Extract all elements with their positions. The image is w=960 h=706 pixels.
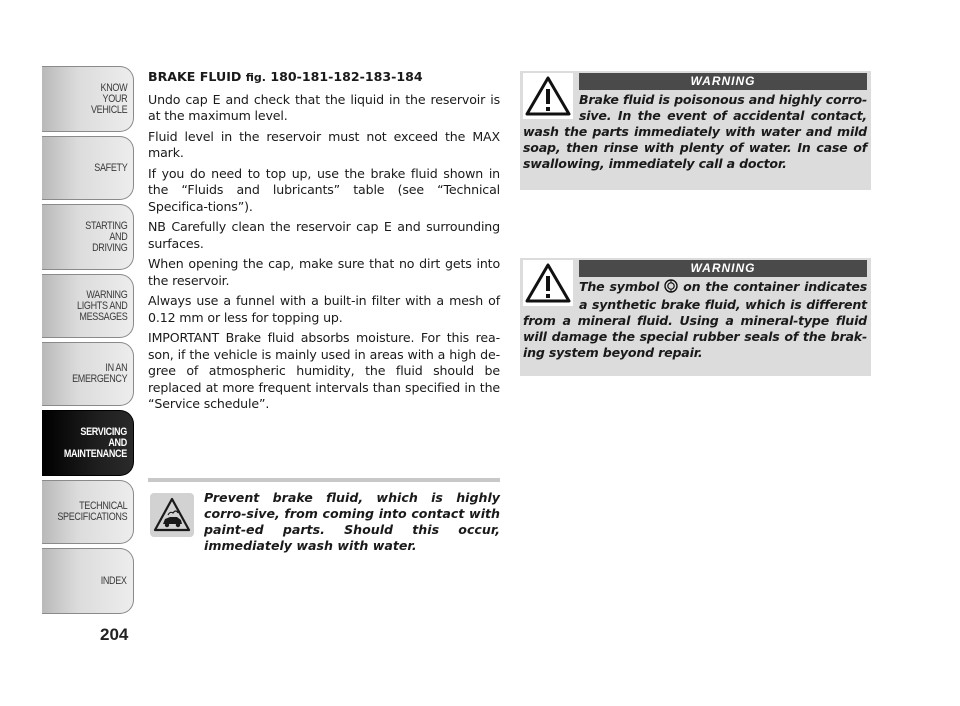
tab-servicing-and-maintenance[interactable] — [42, 410, 134, 476]
tab-technical-specifications[interactable] — [42, 480, 134, 544]
section-heading — [148, 69, 500, 87]
warning-text: Brake fluid is poisonous and highly corro-sive. In the event of accidental contact, wash the parts immediately with water and mild soap, then rinse with plenty of water. In case of swallowing, immediately call a doctor. — [523, 92, 867, 171]
note-text: Prevent brake fluid, which is highly corro-sive, from coming into contact with paint-ed parts. Should this occur, immediately wash with water. — [204, 490, 500, 553]
warning-box-synthetic-fluid — [520, 258, 871, 376]
paragraph: NB Carefully clean the reservoir cap E and surrounding surfaces. — [148, 219, 500, 251]
warning-title: WARNING — [579, 73, 867, 90]
tab-index[interactable] — [42, 548, 134, 614]
tab-warning-lights-and-messages[interactable] — [42, 274, 134, 338]
tab-label: IN AN EMERGENCY — [71, 362, 127, 385]
tab-label: STARTING AND DRIVING — [84, 219, 127, 254]
warning-title: WARNING — [579, 260, 867, 277]
paragraph: IMPORTANT Brake fluid absorbs moisture. For this rea-son, if the vehicle is mainly used in areas with a high de-gree of atmospheric humidity, the fluid should be replaced at more frequent intervals than specified in the “Service schedule”. — [148, 330, 500, 411]
tab-starting-and-driving[interactable] — [42, 204, 134, 270]
paragraph: Undo cap E and check that the liquid in the reservoir is at the maximum level. — [148, 91, 500, 123]
heading-fig-label: fig. — [245, 71, 266, 84]
warning-triangle-icon — [523, 73, 573, 119]
synthetic-fluid-symbol-icon — [664, 279, 678, 297]
paragraph: Always use a funnel with a built-in filter with a mesh of 0.12 mm or less for topping up. — [148, 293, 500, 325]
tab-label: TECHNICAL SPECIFICATIONS — [57, 500, 127, 523]
tab-label: KNOW YOUR VEHICLE — [90, 81, 127, 116]
tab-safety[interactable] — [42, 136, 134, 200]
paragraph: When opening the cap, make sure that no dirt gets into the reservoir. — [148, 256, 500, 288]
page-number: 204 — [100, 625, 129, 644]
paragraph: If you do need to top up, use the brake fluid shown in the “Fluids and lubricants” table (see “Technical Specifica-tions”). — [148, 165, 500, 214]
heading-title: BRAKE FLUID — [148, 69, 242, 84]
tab-know-your-vehicle[interactable] — [42, 66, 134, 132]
tab-label: SERVICING AND MAINTENANCE — [63, 425, 127, 460]
warning-text-before: The symbol — [579, 279, 660, 294]
warning-text-after: on the container indicates a synthetic brake fluid, which is different from a mineral fluid. Using a mineral-type fluid will damage the special rubber seals of the brak-ing system beyond repair. — [523, 279, 868, 360]
warning-text — [523, 279, 867, 361]
heading-fig-numbers: 180-181-182-183-184 — [270, 69, 423, 84]
tab-label: INDEX — [101, 574, 127, 587]
warning-box-poison — [520, 71, 871, 190]
warning-triangle-icon — [523, 260, 573, 306]
environment-note — [148, 478, 500, 554]
tab-in-an-emergency[interactable] — [42, 342, 134, 406]
car-triangle-icon — [150, 493, 194, 537]
main-text-column — [148, 69, 500, 417]
tab-label: SAFETY — [93, 161, 127, 174]
tab-label: WARNING LIGHTS AND MESSAGES — [76, 288, 127, 323]
paragraph: Fluid level in the reservoir must not exceed the MAX mark. — [148, 128, 500, 160]
